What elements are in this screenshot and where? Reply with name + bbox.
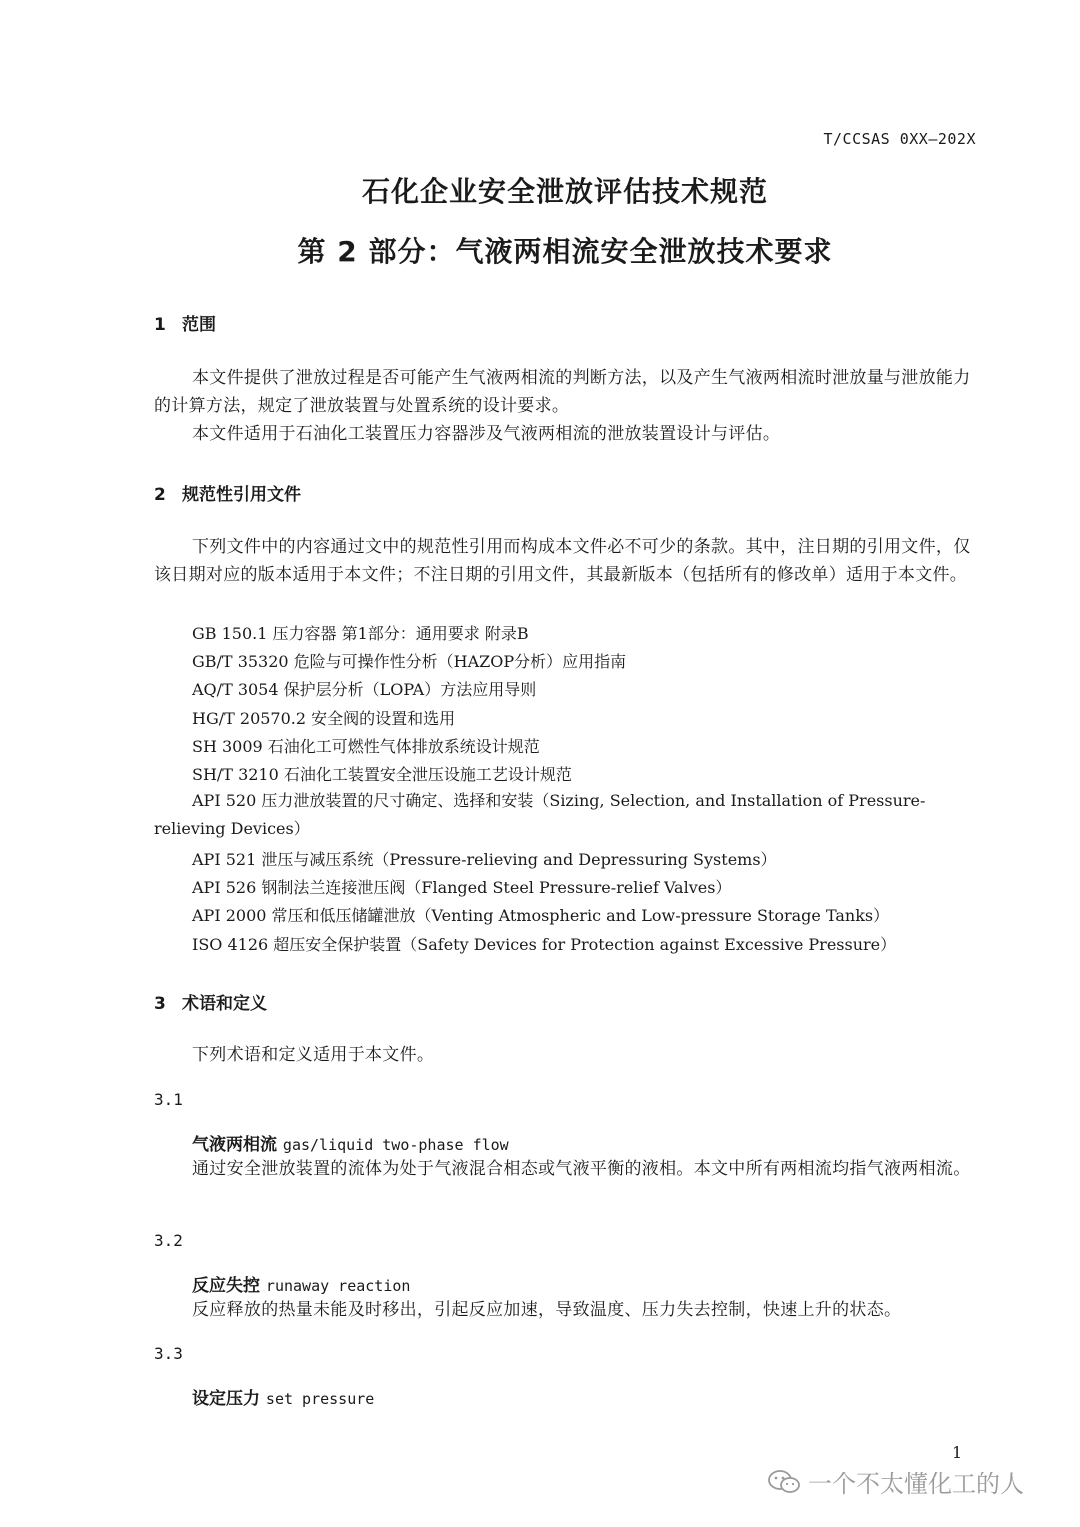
term-english: runaway reaction — [265, 1277, 411, 1295]
term-chinese: 气液两相流 — [192, 1135, 277, 1155]
section-3-intro: 下列术语和定义适用于本文件。 — [192, 1045, 435, 1065]
document-title: 石化企业安全泄放评估技术规范 — [361, 175, 768, 208]
reference-item: API 521 泄压与减压系统（Pressure-relieving and Depressuring Systems） — [192, 850, 777, 869]
section-2-heading — [154, 480, 301, 505]
clause-number: 3.2 — [154, 1231, 183, 1250]
term-chinese: 设定压力 — [192, 1389, 260, 1409]
section-title: 术语和定义 — [182, 994, 267, 1014]
clause-number: 3.3 — [154, 1344, 183, 1363]
section-number: 1 — [154, 315, 166, 335]
page-number: 1 — [952, 1443, 963, 1462]
term-heading — [192, 1271, 410, 1296]
reference-item: GB 150.1 压力容器 第1部分：通用要求 附录B — [192, 624, 529, 643]
reference-item: HG/T 20570.2 安全阀的设置和选用 — [192, 709, 456, 728]
term-heading — [192, 1130, 509, 1155]
document-subtitle: 第 2 部分：气液两相流安全泄放技术要求 — [297, 235, 833, 268]
reference-item: API 2000 常压和低压储罐泄放（Venting Atmospheric and Low-pressure Storage Tanks） — [192, 906, 890, 925]
reference-item: SH 3009 石油化工可燃性气体排放系统设计规范 — [192, 737, 540, 756]
section-3-heading — [154, 989, 267, 1014]
reference-item: SH/T 3210 石油化工装置安全泄压设施工艺设计规范 — [192, 765, 572, 784]
section-1-paragraph-1: 本文件提供了泄放过程是否可能产生气液两相流的判断方法，以及产生气液两相流时泄放量与泄放能力的计算方法，规定了泄放装置与处置系统的设计要求。 — [154, 368, 971, 416]
document-code: T/CCSAS 0XX—202X — [823, 130, 976, 148]
reference-item: ISO 4126 超压安全保护装置（Safety Devices for Protection against Excessive Pressure） — [192, 935, 897, 954]
watermark-text: 一个不太懂化工的人 — [808, 1470, 1024, 1498]
section-title: 规范性引用文件 — [182, 485, 301, 505]
term-chinese: 反应失控 — [192, 1276, 260, 1296]
watermark — [766, 1464, 1024, 1499]
reference-item: API 520 压力泄放装置的尺寸确定、选择和安装（Sizing, Selection, and Installation of Pressure-relieving Devices） — [154, 791, 926, 838]
section-number: 2 — [154, 485, 166, 505]
term-definition: 通过安全泄放装置的流体为处于气液混合相态或气液平衡的液相。本文中所有两相流均指气液两相流。 — [192, 1159, 971, 1179]
section-title: 范围 — [182, 315, 216, 335]
reference-item: GB/T 35320 危险与可操作性分析（HAZOP分析）应用指南 — [192, 652, 627, 671]
clause-number: 3.1 — [154, 1090, 183, 1109]
section-2-intro: 下列文件中的内容通过文中的规范性引用而构成本文件必不可少的条款。其中，注日期的引用文件，仅该日期对应的版本适用于本文件；不注日期的引用文件，其最新版本（包括所有的修改单）适用于本文件。 — [154, 537, 971, 585]
section-1-heading — [154, 310, 216, 335]
wechat-icon — [766, 1468, 802, 1496]
section-1-paragraph-2: 本文件适用于石油化工装置压力容器涉及气液两相流的泄放装置设计与评估。 — [192, 424, 781, 444]
term-english: gas/liquid two-phase flow — [282, 1136, 509, 1154]
term-definition: 反应释放的热量未能及时移出，引起反应加速，导致温度、压力失去控制，快速上升的状态。 — [192, 1300, 902, 1320]
reference-item: AQ/T 3054 保护层分析（LOPA）方法应用导则 — [192, 680, 537, 699]
reference-item: API 526 钢制法兰连接泄压阀（Flanged Steel Pressure-relief Valves） — [192, 878, 732, 897]
section-number: 3 — [154, 994, 166, 1014]
term-heading — [192, 1384, 374, 1409]
term-english: set pressure — [265, 1390, 375, 1408]
